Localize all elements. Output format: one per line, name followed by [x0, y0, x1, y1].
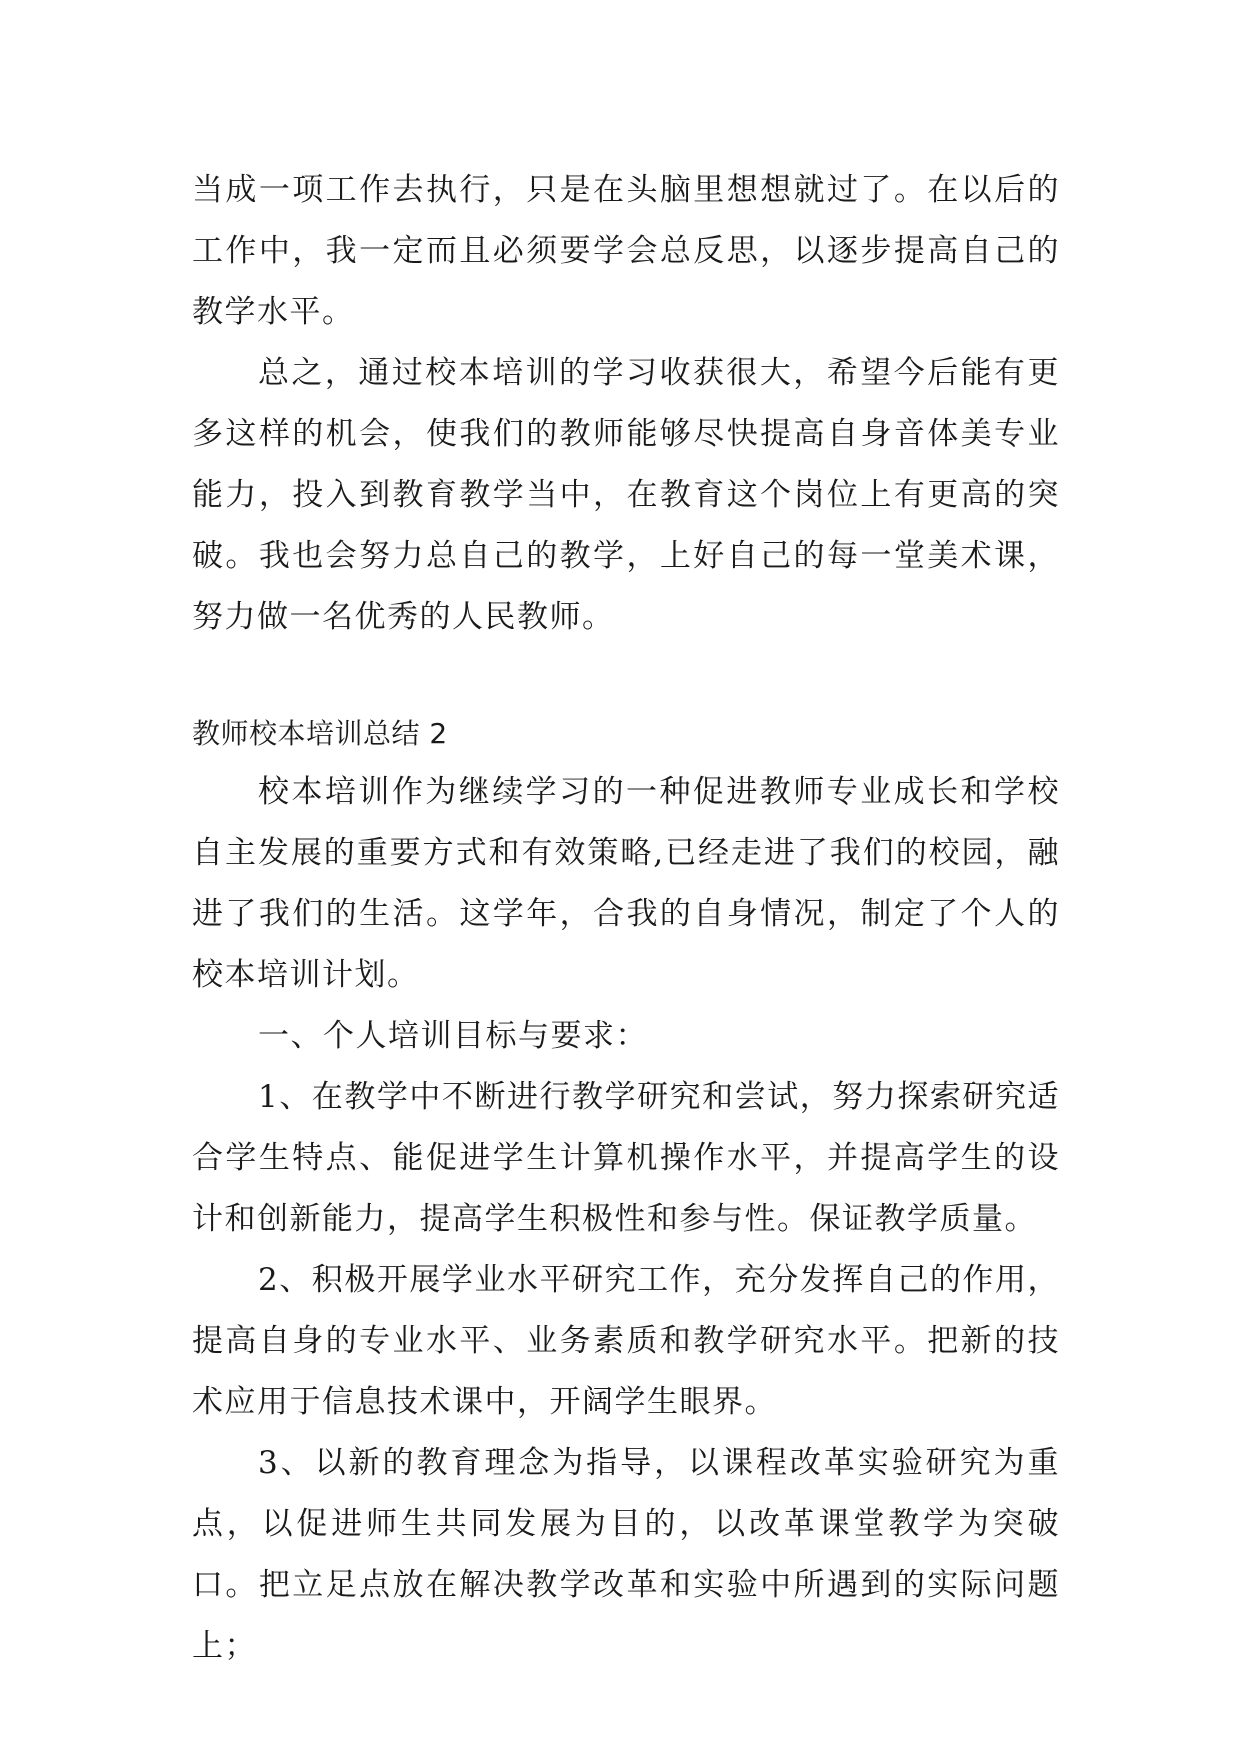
paragraph-conclusion: 总之，通过校本培训的学习收获很大，希望今后能有更多这样的机会，使我们的教师能够尽快提高自身音体美专业能力，投入到教育教学当中，在教育这个岗位上有更高的突破。我也会努力总自己的教学，上好自己的每一堂美术课，努力做一名优秀的人民教师。	[192, 355, 1060, 635]
paragraph-intro: 校本培训作为继续学习的一种促进教师专业成长和学校自主发展的重要方式和有效策略,已经走进了我们的校园，融进了我们的生活。这学年，合我的自身情况，制定了个人的校本培训计划。	[192, 774, 1060, 993]
paragraph-goal-1: 1、在教学中不断进行教学研究和尝试，努力探索研究适合学生特点、能促进学生计算机操作水平，并提高学生的设计和创新能力，提高学生积极性和参与性。保证教学质量。	[192, 1079, 1060, 1237]
paragraph-goal-2: 2、积极开展学业水平研究工作，充分发挥自己的作用，提高自身的专业水平、业务素质和教学研究水平。把新的技术应用于信息技术课中，开阔学生眼界。	[192, 1262, 1060, 1420]
section-spacer	[192, 648, 1060, 706]
paragraph-heading-goals: 一、个人培训目标与要求：	[258, 1018, 648, 1054]
paragraph-continuation: 当成一项工作去执行，只是在头脑里想想就过了。在以后的工作中，我一定而且必须要学会总反思，以逐步提高自己的教学水平。	[192, 172, 1060, 330]
paragraph-goal-3: 3、以新的教育理念为指导，以课程改革实验研究为重点，以促进师生共同发展为目的，以改革课堂教学为突破口。把立足点放在解决教学改革和实验中所遇到的实际问题上；	[192, 1445, 1060, 1664]
document-page	[192, 160, 1060, 1677]
section-title: 教师校本培训总结 2	[192, 717, 448, 750]
